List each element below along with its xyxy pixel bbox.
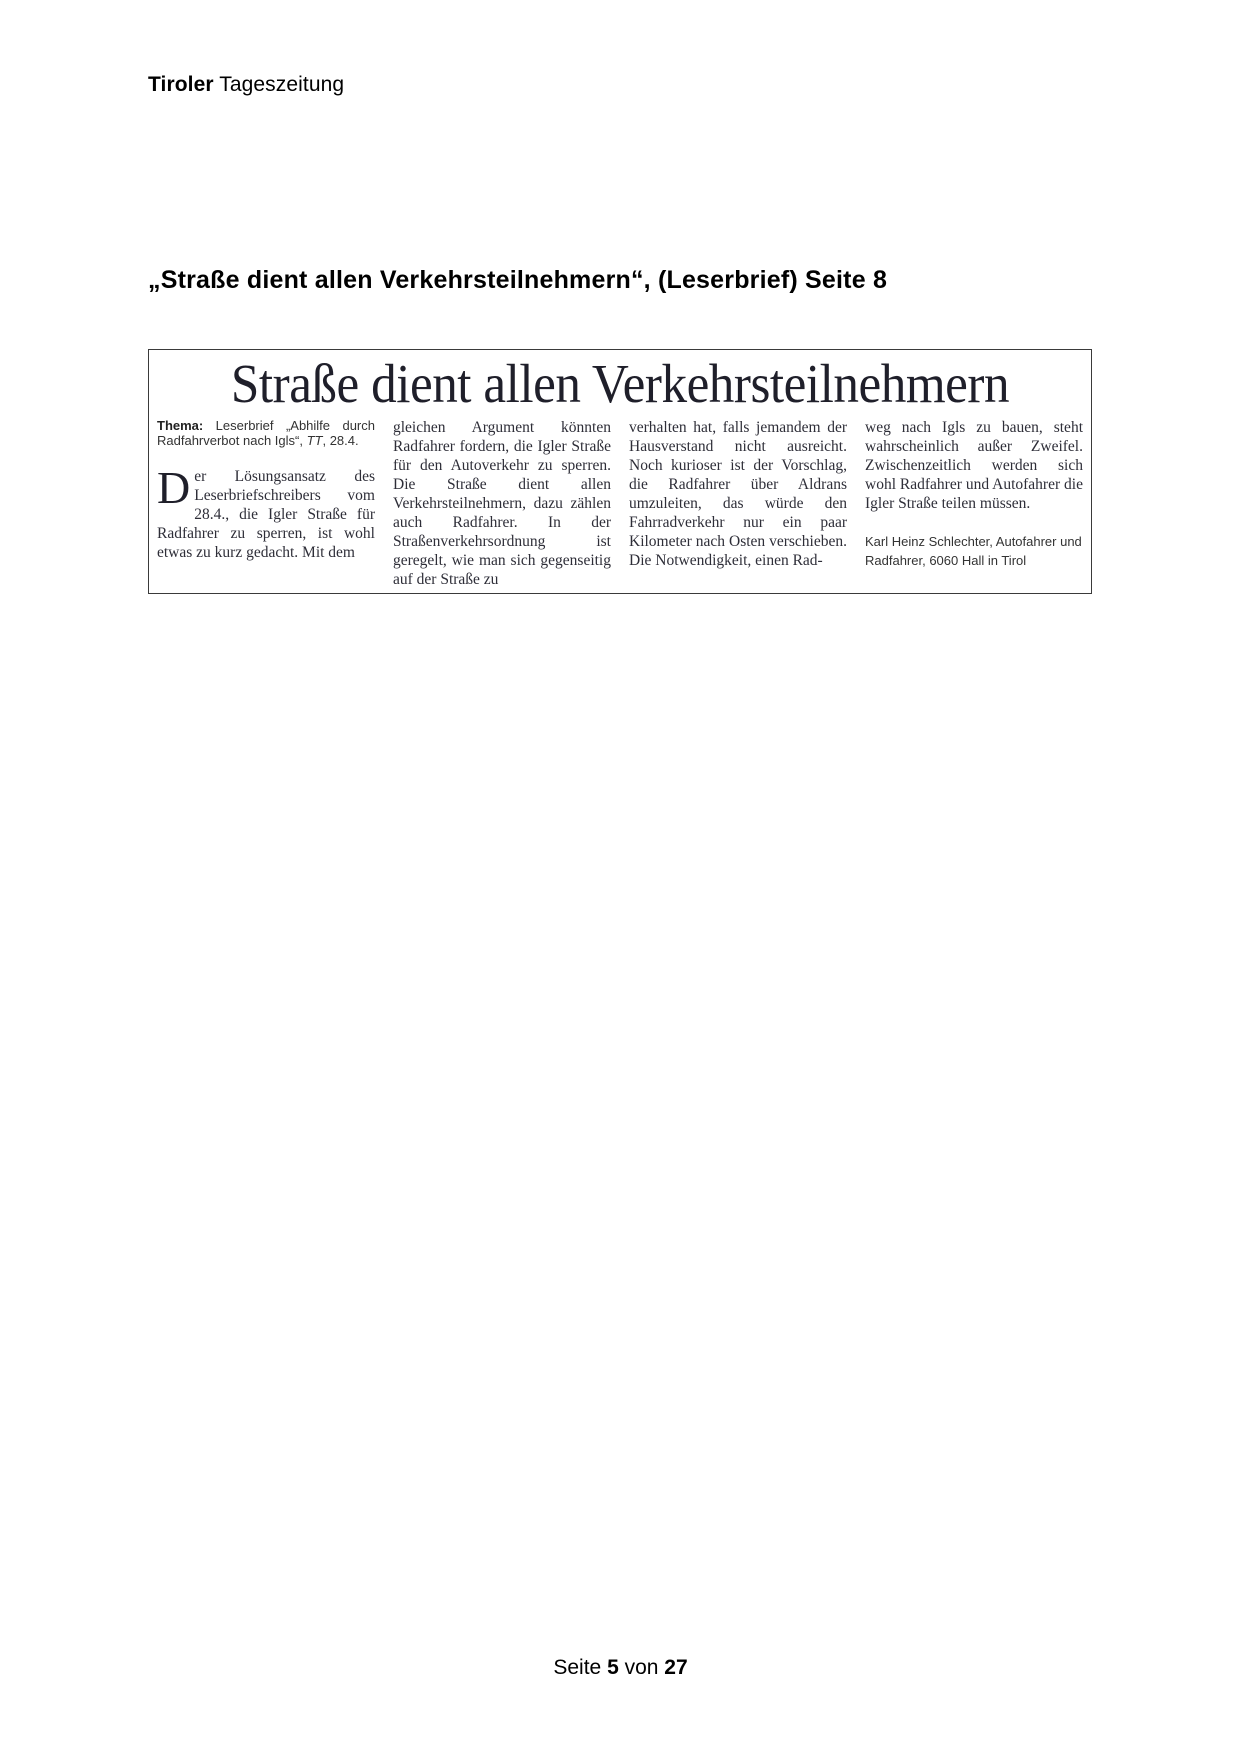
publication-name-bold: Tiroler (148, 73, 214, 96)
current-page-number: 5 (607, 1656, 619, 1679)
column-1-body (157, 462, 375, 562)
clipping-column-3 (629, 418, 847, 589)
column-1-text: er Lösungsansatz des Leserbriefschreibers vom 28.4., die Igler Straße für Radfahrer zu sperren, ist wohl etwas zu kurz gedacht. Mit dem (157, 468, 375, 561)
page-number-footer (0, 1656, 1241, 1680)
total-pages-number: 27 (664, 1656, 688, 1679)
publication-header (148, 73, 344, 97)
column-4-text: weg nach Igls zu bauen, steht wahrscheinlich außer Zweifel. Zwischenzeitlich werden sich wohl Radfahrer und Autofahrer die Igler Straße teilen müssen. (865, 419, 1083, 512)
column-3-text: verhalten hat, falls jemandem der Hausverstand nicht ausreicht. Noch kurioser ist der Vorschlag, die Radfahrer über Aldrans umzuleiten, das würde den Fahrradverkehr nur ein paar Kilometer nach Osten verschieben. Die Notwendigkeit, einen Rad- (629, 419, 847, 569)
clipping-column-1 (157, 418, 375, 589)
page-prefix: Seite (553, 1656, 608, 1679)
clipping-column-4 (865, 418, 1083, 589)
dropcap-letter: D (157, 462, 191, 513)
clipping-headline: Straße dient allen Verkehrsteilnehmern (230, 353, 1010, 414)
author-signature: Karl Heinz Schlechter, Autofahrer und Radfahrer, 6060 Hall in Tirol (865, 534, 1082, 568)
newspaper-clipping (148, 349, 1092, 594)
thema-date: , 28.4. (322, 433, 359, 448)
article-reference-title: „Straße dient allen Verkehrsteilnehmern“, (Leserbrief) Seite 8 (148, 266, 888, 294)
publication-name-rest: Tageszeitung (213, 73, 345, 96)
thema-label: Thema: (157, 418, 204, 433)
page-middle: von (618, 1656, 665, 1679)
clipping-column-2 (393, 418, 611, 589)
thema-line (157, 418, 375, 448)
clipping-columns (157, 418, 1083, 589)
thema-text: Leserbrief „Abhilfe durch Radfahrverbot nach Igls“, (157, 418, 375, 448)
thema-source: TT (306, 433, 323, 448)
column-2-text: gleichen Argument könnten Radfahrer fordern, die Igler Straße für den Autoverkehr zu sperren. Die Straße dient allen Verkehrsteilnehmern, dazu zählen auch Radfahrer. In der Straßenverkehrsordnung ist geregelt, wie man sich gegenseitig auf der Straße zu (393, 419, 611, 588)
